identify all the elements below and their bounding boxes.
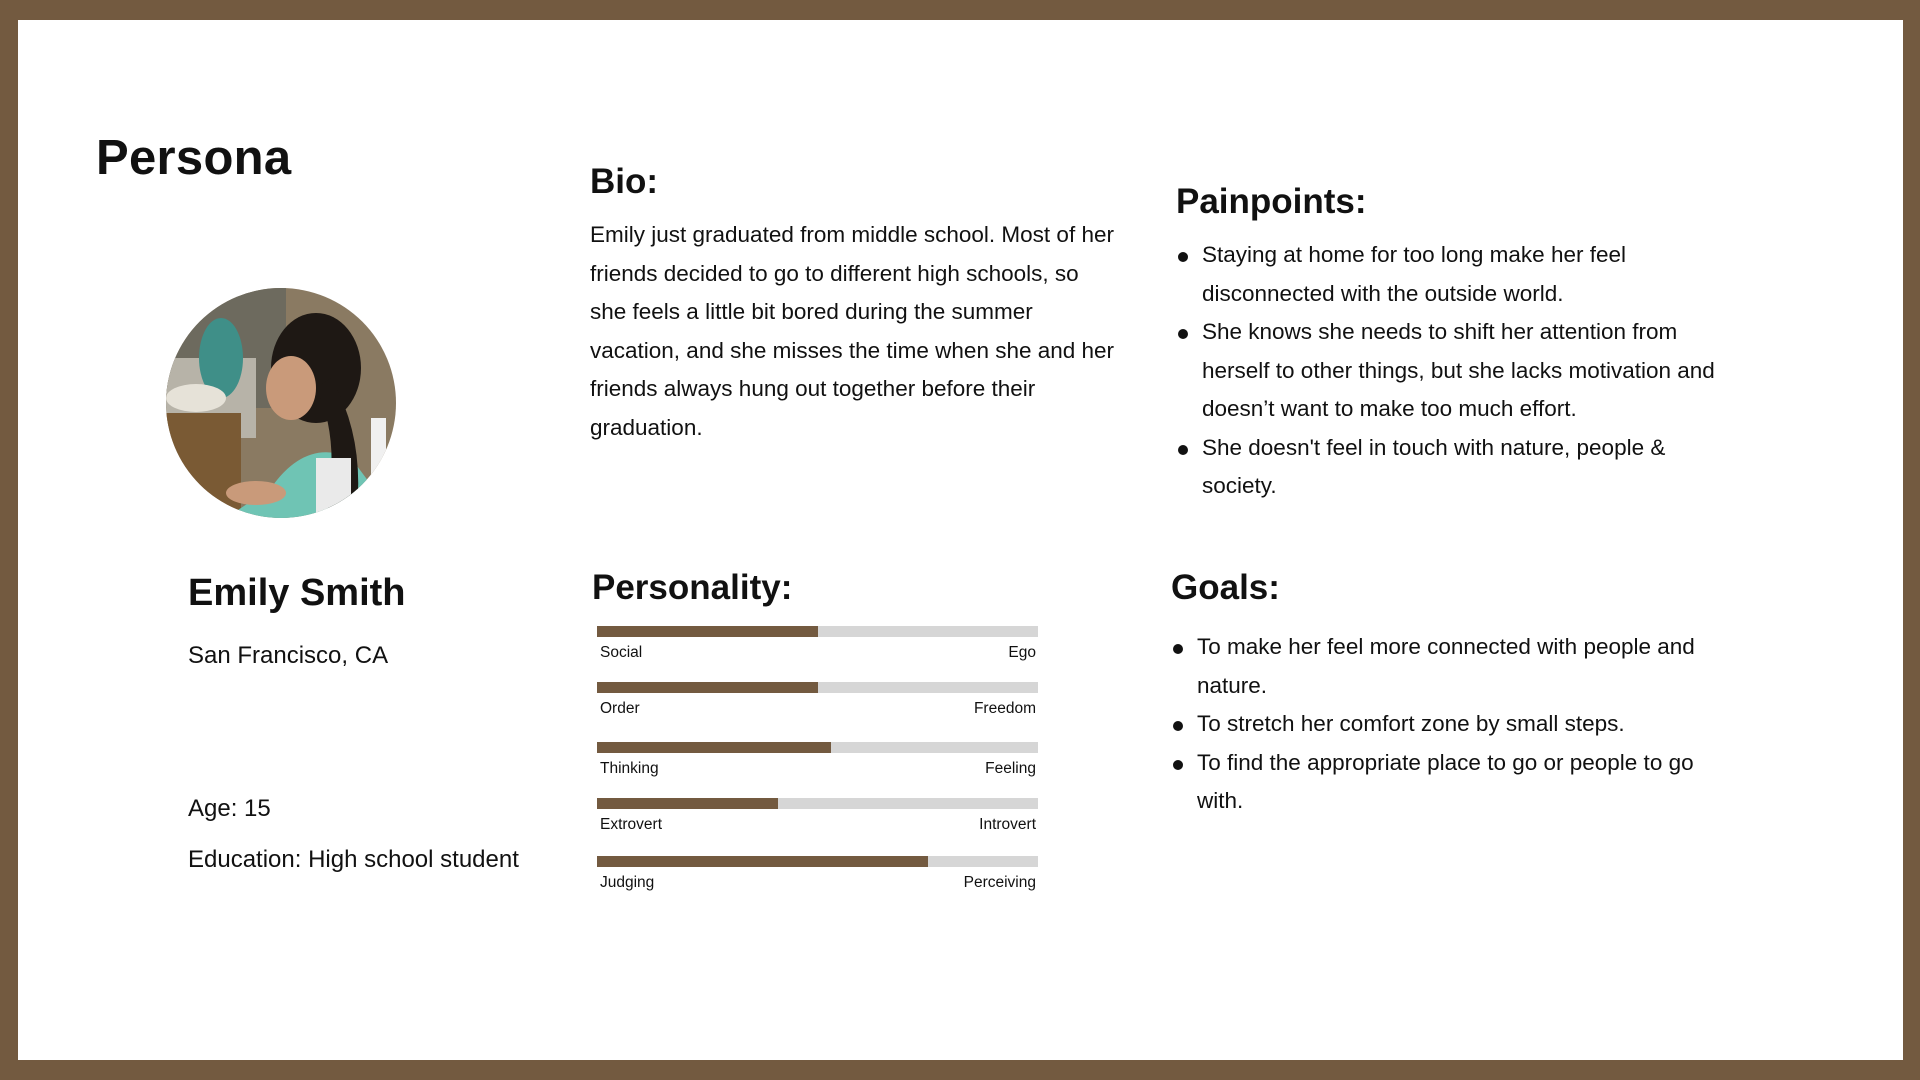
trait-left-label: Order (600, 700, 640, 717)
persona-location: San Francisco, CA (188, 642, 389, 669)
trait-fill (597, 742, 831, 753)
trait-left-label: Extrovert (600, 816, 663, 833)
persona-card (18, 20, 1903, 1060)
trait-fill (597, 682, 818, 693)
persona-name: Emily Smith (188, 572, 406, 614)
trait-right-label: Freedom (973, 700, 1036, 717)
goal-item: To stretch her comfort zone by small steps. (1171, 705, 1731, 744)
trait-right-label: Introvert (979, 816, 1036, 833)
painpoints-heading: Painpoints: (1176, 182, 1367, 221)
goals-heading: Goals: (1171, 568, 1280, 607)
personality-heading: Personality: (592, 568, 793, 607)
trait-fill (597, 856, 928, 867)
trait-track (597, 798, 1038, 809)
trait-order-freedom (597, 682, 1038, 716)
painpoints-list (1176, 236, 1736, 506)
trait-extrovert-introvert (597, 798, 1038, 832)
bio-heading: Bio: (590, 162, 659, 201)
trait-track (597, 856, 1038, 867)
painpoint-item: She knows she needs to shift her attention from herself to other things, but she lacks motivation and doesn’t want to make too much effort. (1176, 313, 1736, 429)
trait-right-label: Feeling (985, 760, 1036, 777)
trait-right-label: Ego (1008, 644, 1036, 661)
trait-fill (597, 626, 818, 637)
trait-thinking-feeling (597, 742, 1038, 776)
trait-social-ego (597, 626, 1038, 660)
goal-item: To make her feel more connected with people and nature. (1171, 628, 1731, 705)
painpoint-item: She doesn't feel in touch with nature, people & society. (1176, 429, 1736, 506)
persona-education: Education: High school student (188, 846, 519, 873)
persona-photo-icon (166, 288, 396, 518)
trait-track (597, 626, 1038, 637)
goal-item: To find the appropriate place to go or people to go with. (1171, 744, 1731, 821)
trait-fill (597, 798, 778, 809)
bio-text: Emily just graduated from middle school. Most of her friends decided to go to different high schools, so she feels a little bit bored during the summer vacation, and she misses the time when she and her friends always hung out together before their graduation. (590, 222, 1115, 440)
persona-age: Age: 15 (188, 795, 271, 822)
painpoint-item: Staying at home for too long make her feel disconnected with the outside world. (1176, 236, 1736, 313)
trait-left-label: Social (600, 644, 643, 661)
goals-list (1171, 628, 1731, 821)
avatar (166, 288, 396, 518)
trait-judging-perceiving (597, 856, 1038, 890)
trait-track (597, 682, 1038, 693)
trait-track (597, 742, 1038, 753)
trait-right-label: Perceiving (963, 874, 1036, 891)
trait-left-label: Thinking (600, 760, 659, 777)
trait-left-label: Judging (600, 874, 655, 891)
page-title: Persona (96, 131, 292, 185)
